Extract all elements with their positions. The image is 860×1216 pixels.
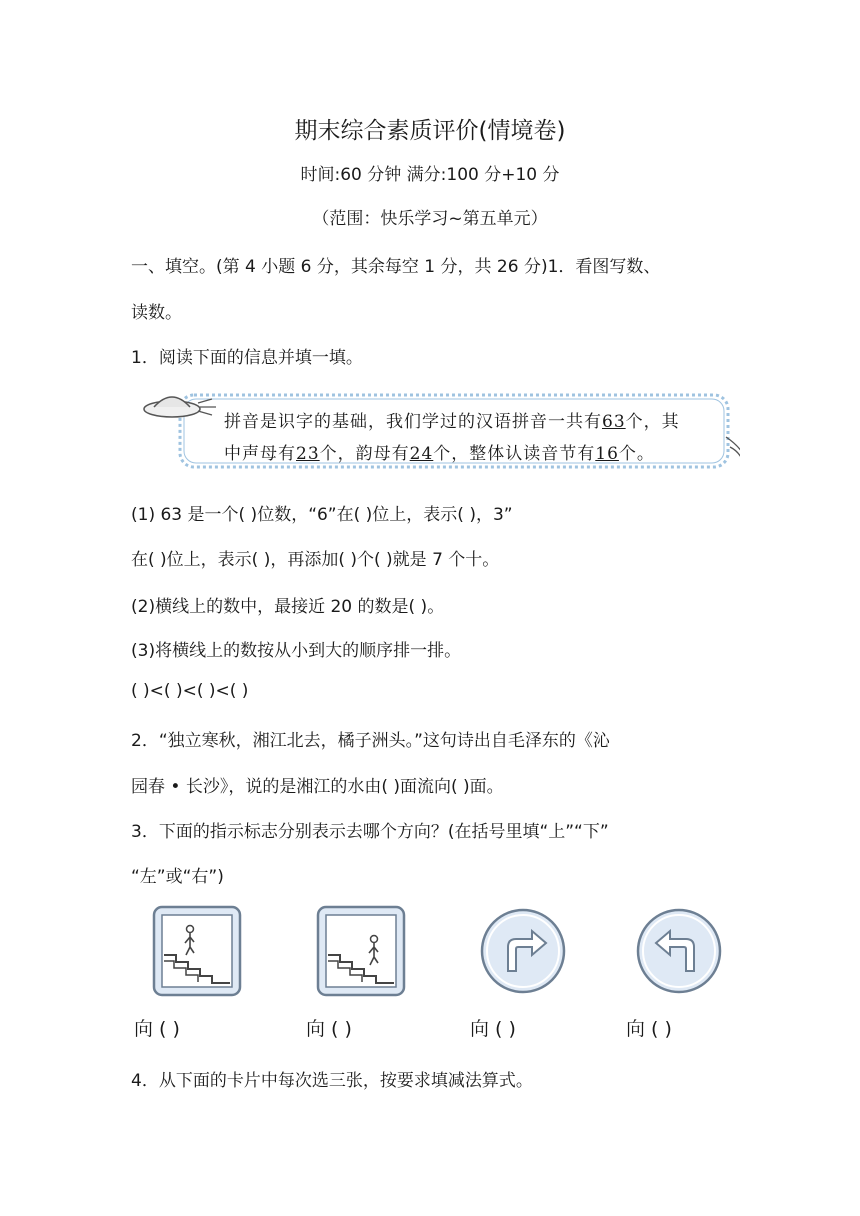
- q3-line2: “左”或“右”): [131, 867, 224, 887]
- q4-prompt: 4．从下面的卡片中每次选三张，按要求填减法算式。: [131, 1071, 533, 1091]
- pinyin-total: 63: [602, 412, 626, 432]
- bubble-line-2: [224, 439, 655, 464]
- q1-part2: (2)横线上的数中，最接近 20 的数是( )。: [131, 597, 445, 617]
- syllables-count: 16: [595, 444, 619, 464]
- bubble-text: 个，韵母有: [319, 444, 410, 464]
- answer-blank-4[interactable]: 向 ( ): [626, 1018, 672, 1040]
- q3-line1: 3．下面的指示标志分别表示去哪个方向？(在括号里填“上”“下”: [131, 822, 609, 842]
- bubble-text: 个。: [618, 444, 655, 464]
- q1-part3: (3)将横线上的数按从小到大的顺序排一排。: [131, 641, 462, 661]
- exam-scope: （范围：快乐学习~第五单元）: [312, 209, 548, 229]
- stairs-up-sign-icon: [152, 905, 242, 997]
- turn-right-sign-icon: [478, 905, 568, 997]
- exam-time-info: 时间:60 分钟 满分:100 分+10 分: [300, 165, 560, 185]
- bubble-text: 个，整体认读音节有: [433, 444, 596, 464]
- section-heading: 一、填空。(第 4 小题 6 分，其余每空 1 分，共 26 分)1．看图写数、: [131, 257, 661, 277]
- initials-count: 23: [296, 444, 320, 464]
- q1-prompt: 1．阅读下面的信息并填一填。: [131, 348, 363, 368]
- stairs-down-sign-icon: [316, 905, 406, 997]
- bubble-text: 个，其: [625, 412, 680, 432]
- bubble-line-1: [224, 407, 680, 432]
- finals-count: 24: [409, 444, 434, 464]
- bubble-text: 拼音是识字的基础，我们学过的汉语拼音一共有: [224, 412, 602, 432]
- section-heading-cont: 读数。: [131, 303, 182, 323]
- answer-blank-1[interactable]: 向 ( ): [134, 1018, 180, 1040]
- q1-part1-line1: (1) 63 是一个( )位数，“6”在( )位上，表示( )，3”: [131, 505, 513, 525]
- info-bubble: [140, 385, 740, 475]
- q2-line1: 2．“独立寒秋，湘江北去，橘子洲头。”这句诗出自毛泽东的《沁: [131, 731, 610, 751]
- page-title: 期末综合素质评价(情境卷): [294, 118, 566, 144]
- turn-left-sign-icon: [634, 905, 724, 997]
- answer-blank-2[interactable]: 向 ( ): [306, 1018, 352, 1040]
- bubble-text: 中声母有: [224, 444, 296, 464]
- q1-part3-blanks: ( )<( )<( )<( ): [131, 681, 249, 701]
- direction-signs: [130, 905, 750, 1005]
- q2-line2: 园春 • 长沙》，说的是湘江的水由( )面流向( )面。: [131, 777, 504, 797]
- answer-blank-3[interactable]: 向 ( ): [470, 1018, 516, 1040]
- q1-part1-line2: 在( )位上，表示( )，再添加( )个( )就是 7 个十。: [131, 550, 500, 570]
